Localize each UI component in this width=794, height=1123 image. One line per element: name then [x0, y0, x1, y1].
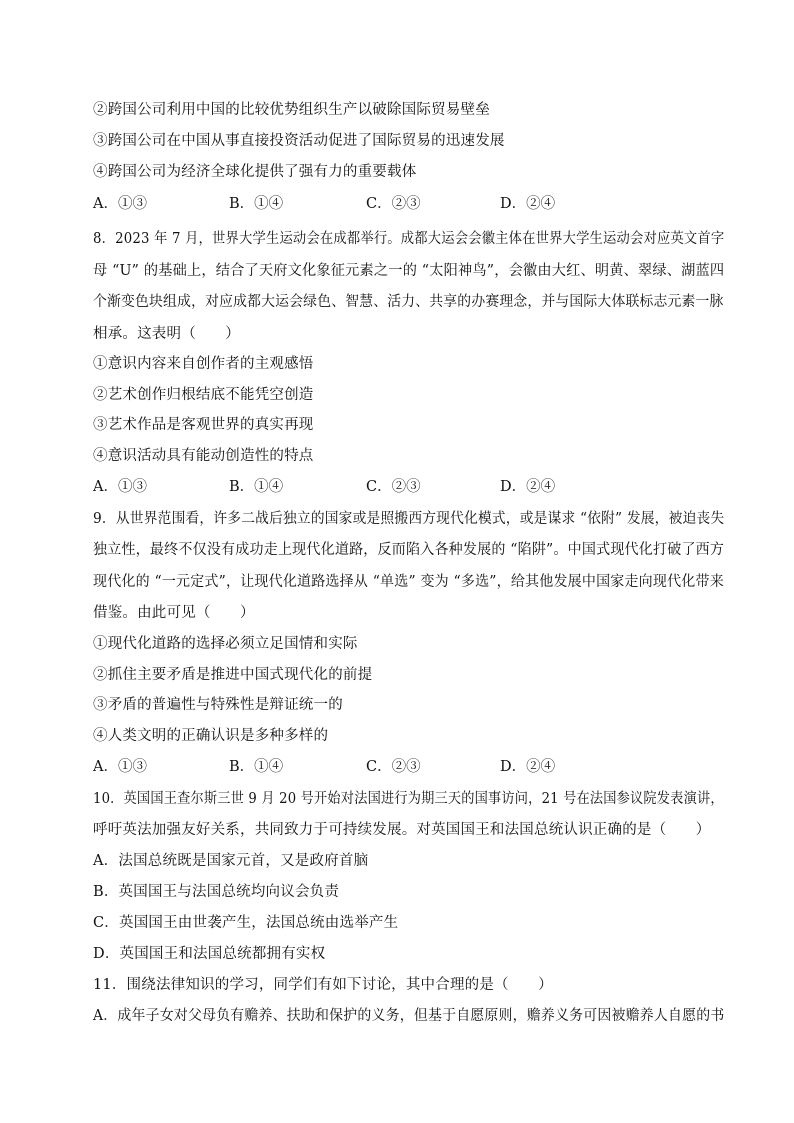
q8-item-1: ①意识内容来自创作者的主观感悟: [93, 356, 314, 372]
q9-stem-line-1: 9．从世界范围看，许多二战后独立的国家或是照搬西方现代化模式，或是谋求 “依附” 发展，被迫丧失: [93, 511, 725, 527]
q8-stem-line-2: 母 “U” 的基础上，结合了天府文化象征元素之一的 “太阳神鸟”，会徽由大红、明黄、翠绿、湖蓝四: [93, 263, 725, 279]
q8-option-c: C．②③: [366, 479, 421, 495]
q7-item-3: ③跨国公司在中国从事直接投资活动促进了国际贸易的迅速发展: [93, 133, 505, 149]
q9-item-1: ①现代化道路的选择必须立足国情和实际: [93, 636, 358, 652]
q9-item-3: ③矛盾的普遍性与特殊性是辩证统一的: [93, 697, 343, 713]
q8-stem-line-3: 个渐变色块组成，对应成都大运会绿色、智慧、活力、共享的办赛理念，并与国际大体联标志元素一脉: [93, 294, 724, 310]
q8-option-d: D．②④: [500, 479, 556, 495]
q8-item-2: ②艺术创作归根结底不能凭空创造: [93, 387, 314, 403]
q9-option-d: D．②④: [500, 759, 556, 775]
q9-option-b: B．①④: [229, 759, 284, 775]
q8-item-3: ③艺术作品是客观世界的真实再现: [93, 417, 314, 433]
q8-option-a: A．①③: [93, 479, 147, 495]
q7-item-4: ④跨国公司为经济全球化提供了强有力的重要载体: [93, 164, 417, 180]
q10-stem-line-1: 10．英国国王查尔斯三世 9 月 20 号开始对法国进行为期三天的国事访问，21 号在法国参议院发表演讲，: [93, 791, 724, 807]
q7-option-a: A．①③: [93, 196, 147, 212]
q9-stem-line-2: 独立性，最终不仅没有成功走上现代化道路，反而陷入各种发展的 “陷阱”。中国式现代化打破了西方: [93, 542, 725, 558]
q8-stem-line-1: 8．2023 年 7 月，世界大学生运动会在成都举行。成都大运会会徽主体在世界大学生运动会对应英文首字: [93, 231, 725, 247]
q10-option-b: B．英国国王与法国总统均向议会负责: [93, 884, 340, 900]
q11-stem-line-1: 11．围绕法律知识的学习，同学们有如下讨论，其中合理的是（ ）: [93, 977, 553, 993]
q10-option-c: C．英国国王由世袭产生，法国总统由选举产生: [93, 915, 399, 931]
q10-option-d: D．英国国王和法国总统都拥有实权: [93, 946, 326, 962]
q10-stem-line-2: 呼吁英法加强友好关系，共同致力于可持续发展。对英国国王和法国总统认识正确的是（ ）: [93, 822, 711, 838]
q9-item-4: ④人类文明的正确认识是多种多样的: [93, 728, 329, 744]
q7-item-2: ②跨国公司利用中国的比较优势组织生产以破除国际贸易壁垒: [93, 102, 490, 118]
q9-stem-line-4: 借鉴。由此可见（ ）: [93, 605, 255, 621]
q8-stem-line-4: 相承。这表明（ ）: [93, 326, 240, 342]
q9-option-a: A．①③: [93, 759, 147, 775]
q8-item-4: ④意识活动具有能动创造性的特点: [93, 448, 314, 464]
q9-stem-line-3: 现代化的 “一元定式”，让现代化道路选择从 “单选” 变为 “多选”，给其他发展中国家走向现代化带来: [93, 574, 724, 590]
q7-option-c: C．②③: [366, 196, 421, 212]
q9-option-c: C．②③: [366, 759, 421, 775]
q7-option-d: D．②④: [500, 196, 556, 212]
q10-option-a: A．法国总统既是国家元首，又是政府首脑: [93, 853, 369, 869]
q8-option-b: B．①④: [229, 479, 284, 495]
q9-item-2: ②抓住主要矛盾是推进中国式现代化的前提: [93, 667, 373, 683]
q7-option-b: B．①④: [229, 196, 284, 212]
q11-option-a-line-1: A．成年子女对父母负有赡养、扶助和保护的义务，但基于自愿原则，赡养义务可因被赡养人自愿的书: [93, 1008, 725, 1024]
